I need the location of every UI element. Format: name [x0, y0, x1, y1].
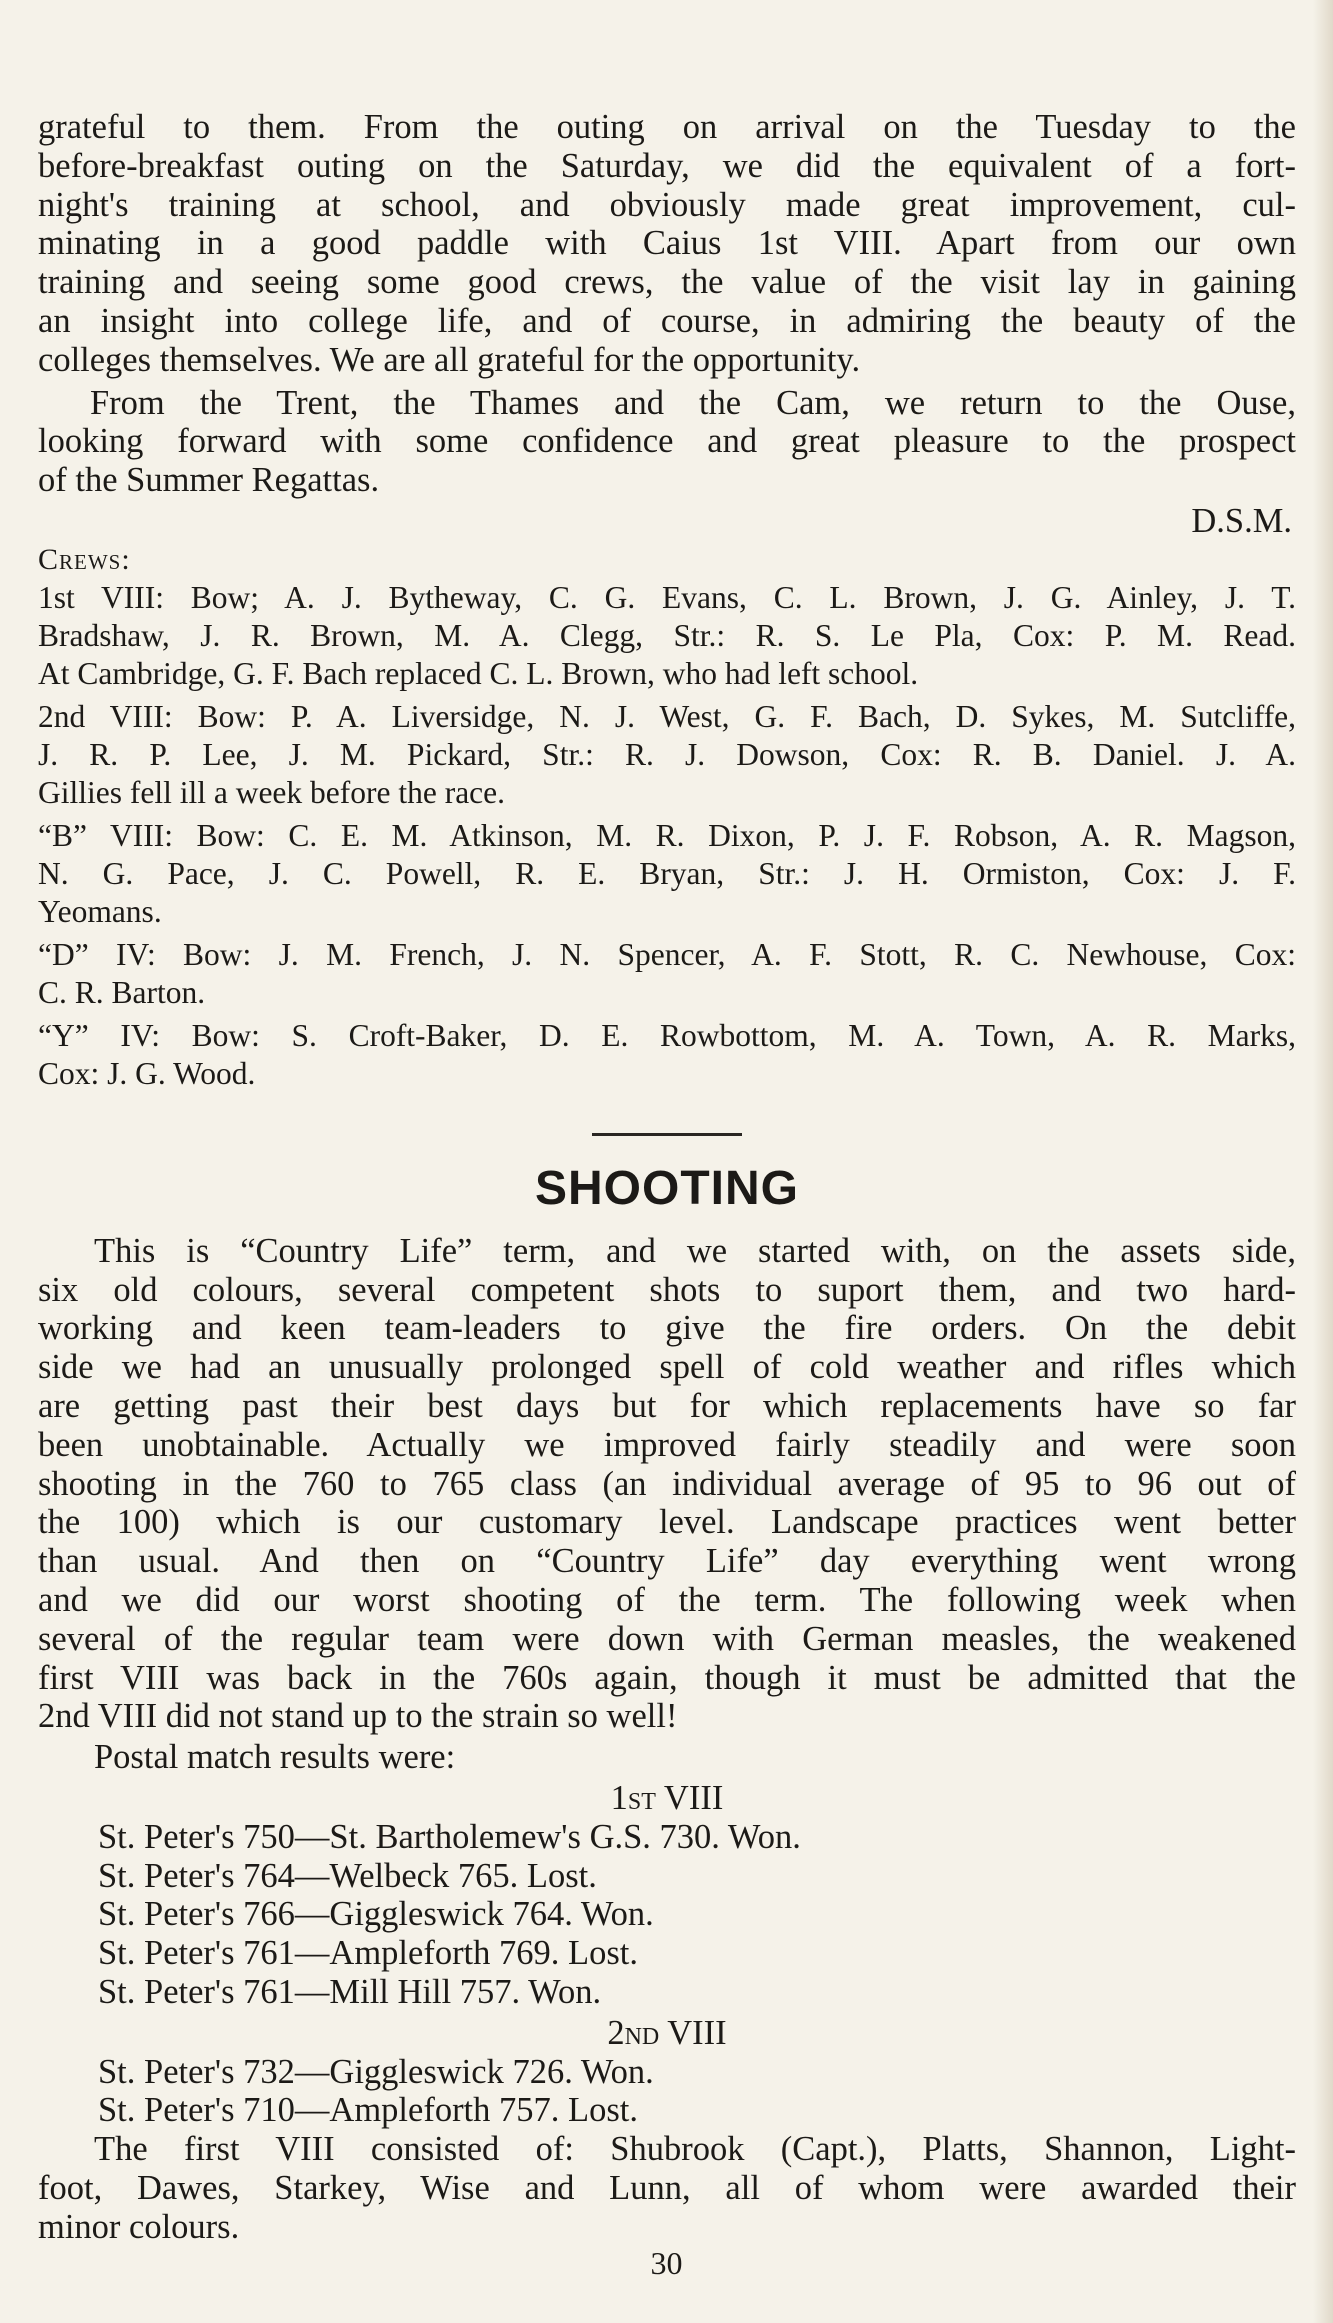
text-line: “B” VIII: Bow: C. E. M. Atkinson, M. R. Dixon, P. J. F. Robson, A. R. Magson,	[38, 817, 1296, 853]
text-line: looking forward with some confidence and great pleasure to the prospect	[38, 422, 1296, 461]
closing-paragraph	[38, 2130, 1296, 2246]
text-line: 2nd VIII: Bow: P. A. Liversidge, N. J. West, G. F. Bach, D. Sykes, M. Sutcliffe,	[38, 698, 1296, 734]
text-line: minating in a good paddle with Caius 1st VIII. Apart from our own	[38, 224, 1296, 263]
first-viii-heading: 1st VIII	[610, 1778, 724, 1817]
text-line: been unobtainable. Actually we improved fairly steadily and were soon	[38, 1425, 1296, 1464]
text-line: training and seeing some good crews, the value of the visit lay in gaining	[38, 263, 1296, 302]
crew-entry	[38, 817, 1296, 931]
text-line: Bradshaw, J. R. Brown, M. A. Clegg, Str.: R. S. Le Pla, Cox: P. M. Read.	[38, 617, 1296, 653]
text-line: colleges themselves. We are all grateful for the opportunity.	[38, 340, 861, 379]
text-line: The first VIII consisted of: Shubrook (Capt.), Platts, Shannon, Light-	[94, 2130, 1296, 2169]
second-viii-results	[38, 2053, 1296, 2131]
text-line: six old colours, several competent shots to suport them, and two hard-	[38, 1270, 1296, 1309]
text-line: and we did our worst shooting of the term. The following week when	[38, 1580, 1296, 1619]
text-line: shooting in the 760 to 765 class (an individual average of 95 to 96 out of	[38, 1464, 1296, 1503]
author-signature: D.S.M.	[1191, 501, 1292, 540]
text-line: “D” IV: Bow: J. M. French, J. N. Spencer, A. F. Stott, R. C. Newhouse, Cox:	[38, 936, 1296, 972]
text-line: At Cambridge, G. F. Bach replaced C. L. Brown, who had left school.	[38, 655, 919, 691]
text-line: first VIII was back in the 760s again, though it must be admitted that the	[38, 1658, 1296, 1697]
second-viii-heading: 2nd VIII	[607, 2013, 727, 2052]
crew-entry	[38, 936, 1296, 1012]
page-number: 30	[650, 2245, 683, 2281]
section-divider	[592, 1133, 742, 1136]
result-line: St. Peter's 761—Mill Hill 757. Won.	[98, 1972, 602, 2011]
crews-list	[38, 579, 1296, 1093]
section-heading: SHOOTING	[534, 1161, 799, 1215]
intro-paragraph	[38, 108, 1296, 380]
page-edge-shadow	[1313, 0, 1333, 2323]
text-line: From the Trent, the Thames and the Cam, we return to the Ouse,	[90, 383, 1296, 422]
text-line: 2nd VIII did not stand up to the strain so well!	[38, 1697, 678, 1736]
crews-title: Crews:	[38, 542, 131, 576]
crew-entry	[38, 698, 1296, 812]
text-line: Cox: J. G. Wood.	[38, 1055, 256, 1091]
shooting-paragraph	[38, 1232, 1296, 1736]
text-line: grateful to them. From the outing on arrival on the Tuesday to the	[38, 108, 1296, 146]
postal-intro	[38, 1738, 1296, 1777]
page-body	[38, 108, 1296, 2246]
text-line: the 100) which is our customary level. Landscape practices went better	[38, 1503, 1296, 1542]
text-line: of the Summer Regattas.	[38, 461, 380, 500]
second-paragraph	[38, 384, 1296, 500]
text-line: minor colours.	[38, 2207, 240, 2246]
text-line: “Y” IV: Bow: S. Croft-Baker, D. E. Rowbottom, M. A. Town, A. R. Marks,	[38, 1017, 1296, 1053]
text-line: night's training at school, and obviously made great improvement, cul-	[38, 185, 1296, 224]
text-line: foot, Dawes, Starkey, Wise and Lunn, all of whom were awarded their	[38, 2168, 1296, 2207]
crew-entry	[38, 579, 1296, 693]
text-line: Postal match results were:	[94, 1738, 456, 1777]
text-line: an insight into college life, and of course, in admiring the beauty of the	[38, 301, 1296, 340]
text-line: before-breakfast outing on the Saturday, we did the equivalent of a fort-	[38, 146, 1296, 185]
text-line: 1st VIII: Bow; A. J. Bytheway, C. G. Evans, C. L. Brown, J. G. Ainley, J. T.	[38, 579, 1296, 615]
text-line: J. R. P. Lee, J. M. Pickard, Str.: R. J. Dowson, Cox: R. B. Daniel. J. A.	[38, 736, 1296, 772]
first-viii-results	[38, 1818, 1296, 2012]
result-line: St. Peter's 732—Giggleswick 726. Won.	[98, 2052, 654, 2091]
result-line: St. Peter's 764—Welbeck 765. Lost.	[98, 1856, 597, 1895]
crew-entry	[38, 1017, 1296, 1093]
text-line: This is “Country Life” term, and we started with, on the assets side,	[94, 1231, 1296, 1270]
text-line: several of the regular team were down with German measles, the weakened	[38, 1619, 1296, 1658]
text-line: side we had an unusually prolonged spell of cold weather and rifles which	[38, 1348, 1296, 1387]
text-line: are getting past their best days but for which replacements have so far	[38, 1386, 1296, 1425]
text-line: Gillies fell ill a week before the race.	[38, 774, 506, 810]
result-line: St. Peter's 750—St. Bartholemew's G.S. 730. Won.	[98, 1817, 801, 1856]
result-line: St. Peter's 710—Ampleforth 757. Lost.	[98, 2091, 638, 2130]
text-line: N. G. Pace, J. C. Powell, R. E. Bryan, Str.: J. H. Ormiston, Cox: J. F.	[38, 855, 1296, 891]
result-line: St. Peter's 761—Ampleforth 769. Lost.	[98, 1934, 638, 1973]
text-line: working and keen team-leaders to give the fire orders. On the debit	[38, 1309, 1296, 1348]
text-line: than usual. And then on “Country Life” day everything went wrong	[38, 1542, 1296, 1581]
text-line: Yeomans.	[38, 893, 162, 929]
result-line: St. Peter's 766—Giggleswick 764. Won.	[98, 1895, 654, 1934]
text-line: C. R. Barton.	[38, 974, 206, 1010]
